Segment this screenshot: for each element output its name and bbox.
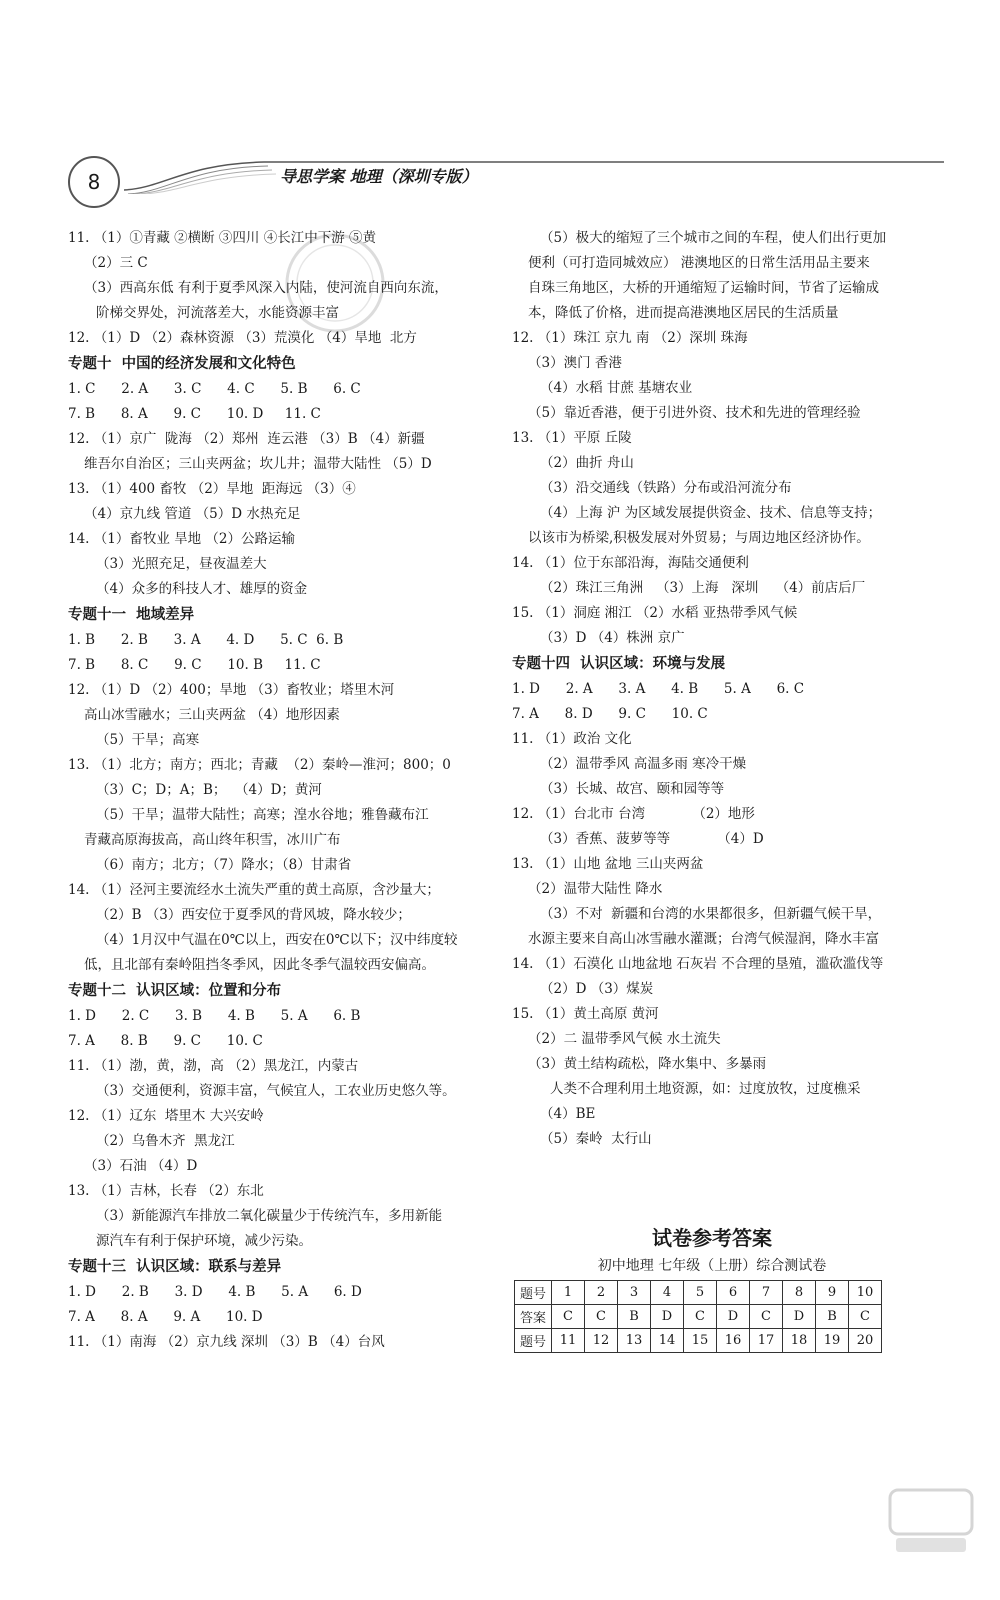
answer-line: 7. B 8. C 9. C 10. B 11. C — [68, 657, 321, 673]
answer-line: （5）极大的缩短了三个城市之间的车程，使人们出行更加 — [540, 230, 887, 246]
answer-line: 13. （1）吉林，长春 （2）东北 — [68, 1183, 264, 1199]
answer-line: 1. D 2. A 3. A 4. B 5. A 6. C — [512, 681, 805, 697]
answer-line: （3）西高东低 有利于夏季风深入内陆，使河流自西向东流， — [84, 280, 448, 296]
table-cell: D — [783, 1305, 816, 1329]
answer-line: （3）新能源汽车排放二氧化碳量少于传统汽车，多用新能 — [96, 1208, 443, 1224]
answer-line: （5）靠近香港，便于引进外资、技术和先进的管理经验 — [528, 405, 861, 421]
section-heading: 专题十三 认识区域：联系与差异 — [68, 1259, 282, 1275]
answer-line: （4）水稻 甘蔗 基塘农业 — [540, 380, 693, 396]
answer-line: 水源主要来自高山冰雪融水灌溉；台湾气候湿润，降水丰富 — [528, 931, 879, 947]
table-cell: 14 — [651, 1329, 684, 1353]
table-cell: C — [552, 1305, 585, 1329]
table-cell: 9 — [816, 1281, 849, 1305]
table-cell: 19 — [816, 1329, 849, 1353]
answer-line: 阶梯交界处，河流落差大，水能资源丰富 — [96, 305, 339, 321]
answer-line: （3）澳门 香港 — [528, 355, 622, 371]
header-title: 导思学案 地理（深圳专版） — [280, 167, 478, 186]
table-row — [515, 1329, 882, 1353]
answer-line: 12. （1）D （2）400；旱地 （3）畜牧业；塔里木河 — [68, 682, 395, 698]
table-cell: 15 — [684, 1329, 717, 1353]
table-cell: C — [684, 1305, 717, 1329]
table-cell: B — [816, 1305, 849, 1329]
answer-line: 11. （1）南海 （2）京九线 深圳 （3）B （4）台风 — [68, 1334, 385, 1350]
section-heading: 专题十 中国的经济发展和文化特色 — [68, 356, 296, 372]
answer-line: 青藏高原海拔高，高山终年积雪，冰川广布 — [84, 832, 341, 848]
answer-line: （4）BE — [540, 1106, 596, 1122]
answer-line: （3）不对 新疆和台湾的水果都很多，但新疆气候干旱， — [540, 906, 882, 922]
answer-line: 便利（可打造同城效应） 港澳地区的日常生活用品主要来 — [528, 255, 870, 271]
header-decoration — [124, 154, 944, 194]
answer-line: （3）长城、故宫、颐和园等等 — [540, 781, 725, 797]
answer-line: 本，降低了价格，进而提高港澳地区居民的生活质量 — [528, 305, 839, 321]
answer-line: （5）干旱；温带大陆性；高寒；湟水谷地；雅鲁藏布江 — [96, 807, 429, 823]
answer-line: 高山冰雪融水；三山夹两盆 （4）地形因素 — [84, 707, 340, 723]
answer-line: （4）京九线 管道 （5）D 水热充足 — [84, 506, 301, 522]
table-cell: 2 — [585, 1281, 618, 1305]
table-cell: 17 — [750, 1329, 783, 1353]
answer-line: （5）秦岭 太行山 — [540, 1131, 652, 1147]
page-number: 8 — [68, 156, 120, 208]
answer-line: 源汽车有利于保护环境，减少污染。 — [96, 1233, 312, 1249]
answer-line: 1. D 2. C 3. B 4. B 5. A 6. B — [68, 1008, 361, 1024]
answer-line: 11. （1）政治 文化 — [512, 731, 632, 747]
left-column — [68, 226, 498, 1355]
answer-line: （2）三 C — [84, 255, 148, 271]
answer-line: 7. A 8. D 9. C 10. C — [512, 706, 708, 722]
answer-line: 15. （1）黄土高原 黄河 — [512, 1006, 659, 1022]
answer-line: 11. （1）①青藏 ②横断 ③四川 ④长江中下游 ⑤黄 — [68, 230, 377, 246]
table-cell: D — [651, 1305, 684, 1329]
table-cell: C — [849, 1305, 882, 1329]
answer-line: 12. （1）珠江 京九 南 （2）深圳 珠海 — [512, 330, 748, 346]
answer-table — [514, 1280, 882, 1353]
answer-line: 13. （1）平原 丘陵 — [512, 430, 632, 446]
answer-line: （5）干旱；高寒 — [96, 732, 200, 748]
table-cell: C — [585, 1305, 618, 1329]
answer-line: 13. （1）北方；南方；西北；青藏 （2）秦岭—淮河；800；0 — [68, 757, 451, 773]
table-cell: 13 — [618, 1329, 651, 1353]
table-row — [515, 1305, 882, 1329]
answer-line: （6）南方；北方；（7）降水；（8）甘肃省 — [96, 857, 352, 873]
answer-line: 1. B 2. B 3. A 4. D 5. C 6. B — [68, 632, 344, 648]
answer-line: （3）光照充足，昼夜温差大 — [96, 556, 267, 572]
answer-line: 7. A 8. B 9. C 10. C — [68, 1033, 263, 1049]
table-cell: 18 — [783, 1329, 816, 1353]
answer-line: （2）D （3）煤炭 — [540, 981, 654, 997]
answer-line: 14. （1）泾河主要流经水土流失严重的黄土高原，含沙量大； — [68, 882, 440, 898]
table-cell: 5 — [684, 1281, 717, 1305]
answer-line: 13. （1）山地 盆地 三山夹两盆 — [512, 856, 704, 872]
answer-line: （2）温带季风 高温多雨 寒冷干燥 — [540, 756, 747, 772]
answer-line: （2）珠江三角洲 （3）上海 深圳 （4）前店后厂 — [540, 580, 866, 596]
answer-line: （2）温带大陆性 降水 — [528, 881, 663, 897]
table-cell: 1 — [552, 1281, 585, 1305]
answer-line: 14. （1）畜牧业 旱地 （2）公路运输 — [68, 531, 296, 547]
answer-line: （4）上海 沪 为区域发展提供资金、技术、信息等支持； — [540, 505, 882, 521]
answer-line: （2）B （3）西安位于夏季风的背风坡，降水较少； — [96, 907, 411, 923]
answer-line: （3）沿交通线（铁路）分布或沿河流分布 — [540, 480, 792, 496]
answer-line: 12. （1）D （2）森林资源 （3）荒漠化 （4）旱地 北方 — [68, 330, 417, 346]
answer-line: （3）黄土结构疏松，降水集中、多暴雨 — [528, 1056, 767, 1072]
page-header — [64, 152, 944, 212]
table-cell: 题号 — [515, 1329, 552, 1353]
answer-line: 低，且北部有秦岭阻挡冬季风，因此冬季气温较西安偏高。 — [84, 957, 435, 973]
table-cell: 6 — [717, 1281, 750, 1305]
answer-line: 维吾尔自治区；三山夹两盆；坎儿井；温带大陆性 （5）D — [84, 456, 432, 472]
answer-line: （2）曲折 舟山 — [540, 455, 634, 471]
answer-line: （2）二 温带季风气候 水土流失 — [528, 1031, 721, 1047]
answers-title: 试卷参考答案 — [652, 1226, 772, 1250]
table-cell: 7 — [750, 1281, 783, 1305]
table-cell: C — [750, 1305, 783, 1329]
answer-line: 15. （1）洞庭 湘江 （2）水稻 亚热带季风气候 — [512, 605, 798, 621]
table-cell: 16 — [717, 1329, 750, 1353]
table-cell: 11 — [552, 1329, 585, 1353]
table-cell: 3 — [618, 1281, 651, 1305]
answers-subtitle: 初中地理 七年级（上册）综合测试卷 — [597, 1258, 827, 1274]
table-cell: 答案 — [515, 1305, 552, 1329]
answer-line: （3）D （4）株洲 京广 — [540, 630, 685, 646]
section-heading: 专题十二 认识区域：位置和分布 — [68, 983, 282, 999]
answer-line: 14. （1）石漠化 山地盆地 石灰岩 不合理的垦殖，滥砍滥伐等 — [512, 956, 884, 972]
watermark-logo — [888, 1488, 974, 1556]
answer-line: 14. （1）位于东部沿海，海陆交通便利 — [512, 555, 749, 571]
answer-line: 12. （1）京广 陇海 （2）郑州 连云港 （3）B （4）新疆 — [68, 431, 425, 447]
table-row — [515, 1281, 882, 1305]
section-heading: 专题十四 认识区域：环境与发展 — [512, 656, 726, 672]
answer-line: 12. （1）台北市 台湾 （2）地形 — [512, 806, 755, 822]
answer-line: （4）众多的科技人才、雄厚的资金 — [96, 581, 308, 597]
right-column — [512, 226, 942, 1152]
answer-line: （3）石油 （4）D — [84, 1158, 198, 1174]
answer-line: 以该市为桥梁,积极发展对外贸易；与周边地区经济协作。 — [528, 530, 870, 546]
answer-line: （3）香蕉、菠萝等等 （4）D — [540, 831, 764, 847]
answer-line: 人类不合理利用土地资源，如：过度放牧，过度樵采 — [550, 1081, 861, 1097]
table-cell: 10 — [849, 1281, 882, 1305]
table-cell: 8 — [783, 1281, 816, 1305]
answer-line: （4）1月汉中气温在0℃以上，西安在0℃以下；汉中纬度较 — [96, 932, 458, 948]
answer-line: 7. B 8. A 9. C 10. D 11. C — [68, 406, 321, 422]
answer-line: 11. （1）渤，黄，渤，高 （2）黑龙江，内蒙古 — [68, 1058, 359, 1074]
answer-line: 1. D 2. B 3. D 4. B 5. A 6. D — [68, 1284, 362, 1300]
section-heading: 专题十一 地域差异 — [68, 607, 195, 623]
table-cell: 题号 — [515, 1281, 552, 1305]
answer-line: （3）C；D；A；B； （4）D；黄河 — [96, 782, 322, 798]
answer-line: 12. （1）辽东 塔里木 大兴安岭 — [68, 1108, 264, 1124]
table-cell: 12 — [585, 1329, 618, 1353]
table-cell: D — [717, 1305, 750, 1329]
answer-line: （2）乌鲁木齐 黑龙江 — [96, 1133, 235, 1149]
answer-line: 7. A 8. A 9. A 10. D — [68, 1309, 263, 1325]
table-cell: B — [618, 1305, 651, 1329]
table-cell: 4 — [651, 1281, 684, 1305]
answer-line: 13. （1）400 畜牧 （2）旱地 距海远 （3）④ — [68, 481, 356, 497]
answer-line: 自珠三角地区，大桥的开通缩短了运输时间，节省了运输成 — [528, 280, 879, 296]
table-cell: 20 — [849, 1329, 882, 1353]
answer-line: 1. C 2. A 3. C 4. C 5. B 6. C — [68, 381, 361, 397]
answer-line: （3）交通便利，资源丰富，气候宜人，工农业历史悠久等。 — [96, 1083, 456, 1099]
